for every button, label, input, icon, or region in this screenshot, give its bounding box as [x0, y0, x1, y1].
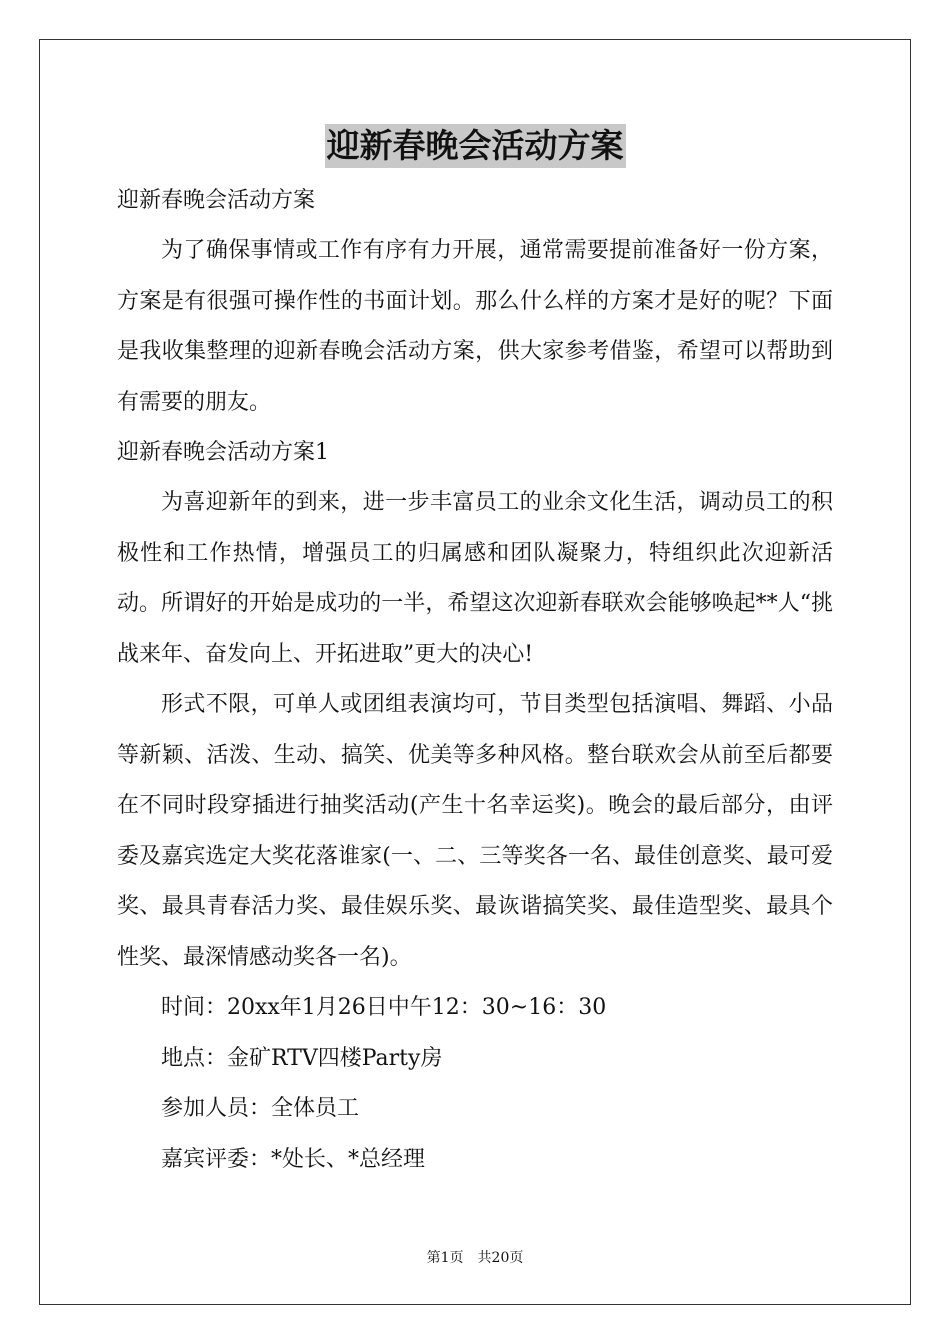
- page-footer: 第1页 共20页: [426, 1250, 524, 1266]
- section-paragraph-1: 为喜迎新年的到来，进一步丰富员工的业余文化生活，调动员工的积极性和工作热情，增强员工的归属感和团队凝聚力，特组织此次迎新活动。所谓好的开始是成功的一半，希望这次迎新春联欢会能够唤起**人“挑战来年、奋发向上、开拓进取”更大的决心!: [117, 490, 833, 667]
- document-title: 迎新春晚会活动方案: [325, 124, 626, 168]
- event-judges: 嘉宾评委：*处长、*总经理: [161, 1146, 426, 1172]
- section-heading: 迎新春晚会活动方案1: [117, 440, 329, 465]
- document-title-container: [0, 124, 950, 172]
- event-place: 地点：金矿RTV四楼Party房: [161, 1045, 443, 1071]
- event-participants: 参加人员：全体员工: [161, 1096, 360, 1121]
- section-paragraph-2: 形式不限，可单人或团组表演均可，节目类型包括演唱、舞蹈、小品等新颖、活泼、生动、搞笑、优美等多种风格。整台联欢会从前至后都要在不同时段穿插进行抽奖活动(产生十名幸运奖)。晚会的最后部分，由评委及嘉宾选定大奖花落谁家(一、二、三等奖各一名、最佳创意奖、最可爱奖、最具青春活力奖、最佳娱乐奖、最诙谐搞笑奖、最佳造型奖、最具个性奖、最深情感动奖各一名)。: [117, 692, 833, 970]
- document-body: [117, 176, 833, 1185]
- document-subtitle: 迎新春晚会活动方案: [117, 188, 316, 213]
- event-time: 时间：20xx年1月26日中午12：30~16：30: [161, 995, 607, 1020]
- intro-paragraph: 为了确保事情或工作有序有力开展，通常需要提前准备好一份方案，方案是有很强可操作性的书面计划。那么什么样的方案才是好的呢？下面是我收集整理的迎新春晚会活动方案，供大家参考借鉴，希望可以帮助到有需要的朋友。: [117, 238, 833, 415]
